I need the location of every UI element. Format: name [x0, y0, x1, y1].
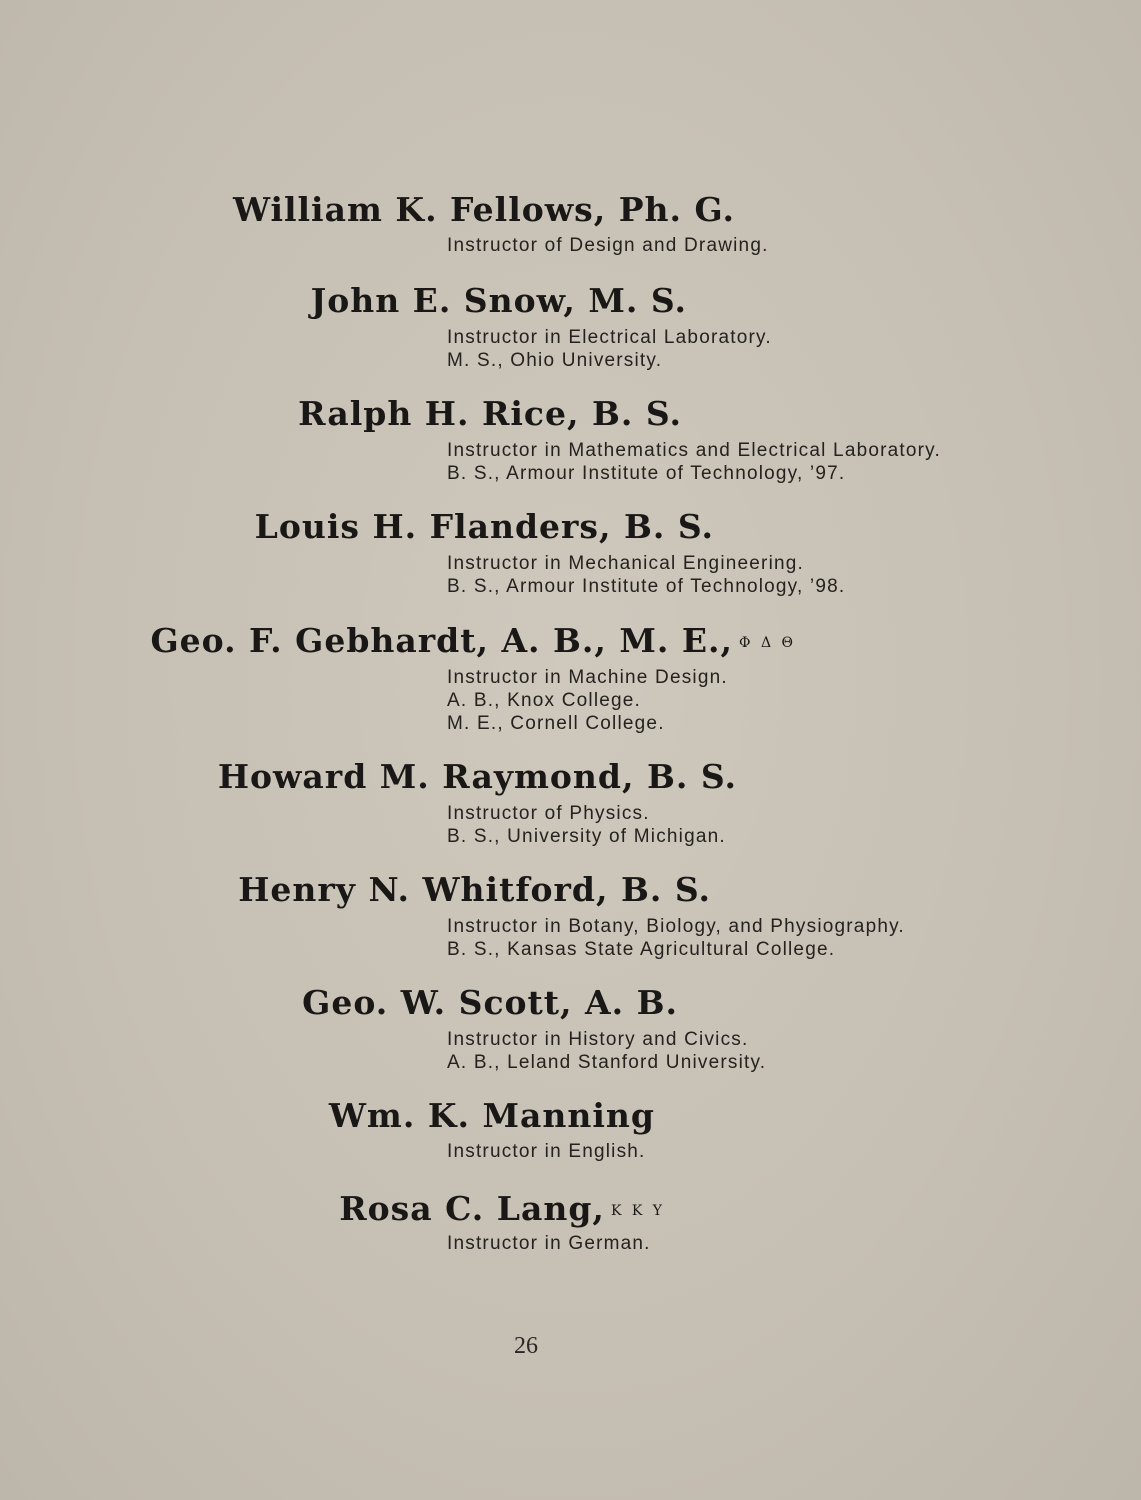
faculty-details	[447, 1140, 646, 1163]
detail-line: M. E., Cornell College.	[447, 713, 665, 734]
faculty-name: Rosa C. Lang, Κ Κ Υ	[339, 1189, 665, 1228]
faculty-name: Wm. K. Manning	[328, 1096, 655, 1135]
detail-line: Instructor in German.	[447, 1233, 651, 1254]
faculty-details	[447, 1232, 651, 1255]
faculty-name: Louis H. Flanders, B. S.	[254, 507, 714, 546]
detail-line: B. S., Armour Institute of Technology, ’98.	[447, 576, 846, 597]
detail-line: A. B., Leland Stanford University.	[447, 1052, 767, 1073]
greek-letters: Φ Δ Θ	[739, 635, 796, 651]
detail-line: Instructor in Mathematics and Electrical Laboratory.	[447, 440, 941, 461]
faculty-details	[447, 552, 845, 598]
faculty-details	[447, 234, 769, 257]
detail-line: B. S., Kansas State Agricultural College.	[447, 939, 836, 960]
greek-letters: Κ Κ Υ	[610, 1203, 665, 1219]
faculty-details	[447, 802, 726, 848]
detail-line: B. S., University of Michigan.	[447, 826, 726, 847]
faculty-name: Howard M. Raymond, B. S.	[217, 757, 737, 796]
faculty-name: Henry N. Whitford, B. S.	[238, 870, 711, 909]
faculty-details	[447, 326, 772, 372]
faculty-details	[447, 666, 728, 735]
detail-line: Instructor in Machine Design.	[447, 667, 728, 688]
faculty-name: Geo. F. Gebhardt, A. B., M. E., Φ Δ Θ	[150, 621, 796, 660]
detail-line: Instructor in History and Civics.	[447, 1029, 749, 1050]
faculty-details	[447, 915, 905, 961]
detail-line: Instructor in Electrical Laboratory.	[447, 327, 772, 348]
detail-line: Instructor in Mechanical Engineering.	[447, 553, 805, 574]
detail-line: Instructor of Physics.	[447, 803, 650, 824]
faculty-name: Geo. W. Scott, A. B.	[302, 983, 678, 1022]
detail-line: M. S., Ohio University.	[447, 350, 663, 371]
faculty-details	[447, 1028, 766, 1074]
detail-line: Instructor of Design and Drawing.	[447, 235, 769, 256]
detail-line: B. S., Armour Institute of Technology, ’97.	[447, 463, 846, 484]
detail-line: Instructor in English.	[447, 1141, 646, 1162]
page-number: 26	[514, 1333, 538, 1359]
faculty-name: John E. Snow, M. S.	[310, 281, 687, 320]
detail-line: Instructor in Botany, Biology, and Physiography.	[447, 916, 905, 937]
faculty-details	[447, 439, 941, 485]
faculty-name: William K. Fellows, Ph. G.	[232, 190, 735, 229]
faculty-name: Ralph H. Rice, B. S.	[298, 394, 682, 433]
detail-line: A. B., Knox College.	[447, 690, 642, 711]
